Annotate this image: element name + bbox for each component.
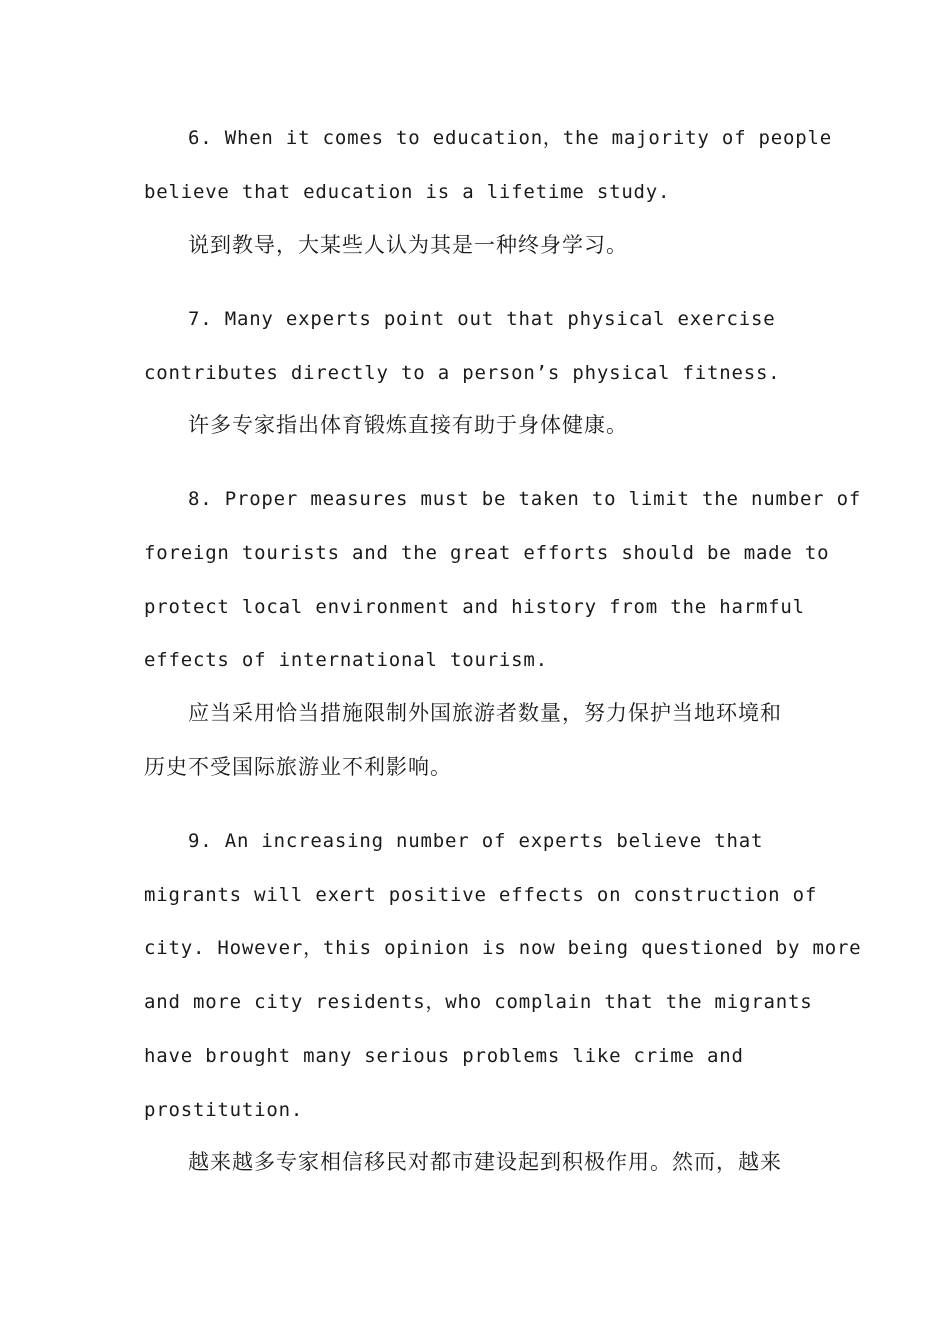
- item-9-english-line-1: 9. An increasing number of experts believe that: [188, 830, 764, 852]
- item-7-english-line-2: contributes directly to a person’s physical fitness.: [144, 362, 781, 384]
- item-8-english-line-4: effects of international tourism.: [144, 649, 548, 671]
- item-9-english-line-2: migrants will exert positive effects on construction of: [144, 884, 818, 906]
- item-6-english-line-1: 6. When it comes to education，the majority of people: [188, 127, 832, 149]
- item-9-english-line-3: city. However，this opinion is now being questioned by more: [144, 937, 862, 959]
- item-8-english-line-3: protect local environment and history from the harmful: [144, 596, 805, 618]
- item-8-chinese-line-2: 历史不受国际旅游业不利影响。: [144, 755, 452, 779]
- item-9-english-line-5: have brought many serious problems like crime and: [144, 1045, 744, 1067]
- item-9-english-line-6: prostitution.: [144, 1099, 304, 1121]
- item-8-english-line-1: 8. Proper measures must be taken to limit the number of: [188, 488, 862, 510]
- item-6-chinese-line-1: 说到教导，大某些人认为其是一种终身学习。: [188, 233, 628, 257]
- item-6-english-line-2: believe that education is a lifetime study.: [144, 181, 671, 203]
- item-9-english-line-4: and more city residents，who complain that the migrants: [144, 991, 813, 1013]
- item-7-chinese-line-1: 许多专家指出体育锻炼直接有助于身体健康。: [188, 413, 628, 437]
- item-7-english-line-1: 7. Many experts point out that physical exercise: [188, 308, 776, 330]
- item-8-chinese-line-1: 应当采用恰当措施限制外国旅游者数量，努力保护当地环境和: [188, 701, 782, 725]
- item-8-english-line-2: foreign tourists and the great efforts should be made to: [144, 542, 830, 564]
- item-9-chinese-line-1: 越来越多专家相信移民对都市建设起到积极作用。然而，越来: [188, 1150, 782, 1174]
